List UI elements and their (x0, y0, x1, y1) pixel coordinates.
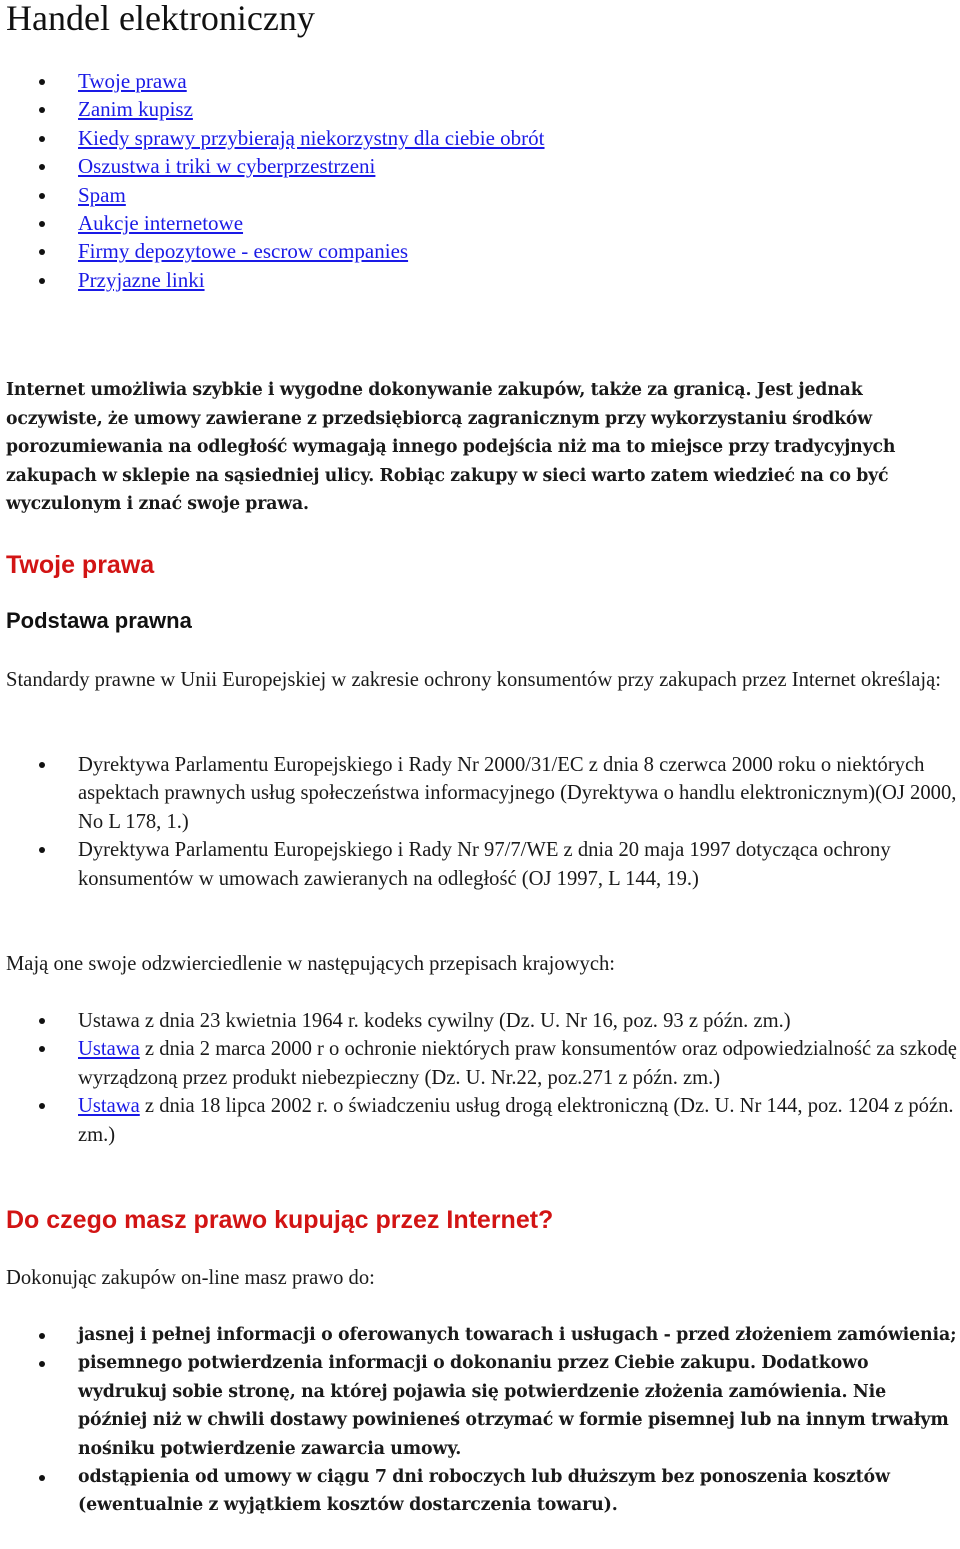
toc-link-spam[interactable]: Spam (78, 182, 126, 207)
list-item: Dyrektywa Parlamentu Europejskiego i Rady Nr 97/7/WE z dnia 20 maja 1997 dotycząca ochrony konsumentów w umowach zawieranych na odległość (OJ 1997, L 144, 19.) (6, 836, 958, 893)
section-heading-twoje-prawa: Twoje prawa (6, 551, 155, 579)
toc-link-twoje-prawa[interactable]: Twoje prawa (78, 69, 187, 93)
toc-item (6, 209, 545, 237)
rights-list (6, 1321, 958, 1520)
ustawa-link[interactable]: Ustawa (78, 1095, 140, 1118)
ustawa-link[interactable]: Ustawa (78, 1038, 140, 1061)
toc-item (6, 237, 545, 265)
table-of-contents (6, 67, 545, 294)
list-item-text: z dnia 18 lipca 2002 r. o świadczeniu usług drogą elektroniczną (Dz. U. Nr 144, poz. 1204 z późn. zm.) (78, 1095, 954, 1146)
subheading-podstawa-prawna: Podstawa prawna (6, 608, 192, 633)
page-title: Handel elektroniczny (6, 0, 315, 38)
toc-link-oszustwa[interactable]: Oszustwa i triki w cyberprzestrzeni (78, 154, 376, 179)
toc-item (6, 181, 545, 209)
list-item: odstąpienia od umowy w ciągu 7 dni roboczych lub dłuższym bez ponoszenia kosztów (ewentualnie z wyjątkiem kosztów dostarczenia towaru). (6, 1463, 958, 1520)
list-item (6, 1007, 958, 1035)
intro-paragraph: Internet umożliwia szybkie i wygodne dokonywanie zakupów, także za granicą. Jest jednak oczywiste, że umowy zawierane z przedsiębiorcą zagranicznym przy wykorzystaniu środków porozumiewania na odległość wymagają innego podejścia niż ma to miejsce przy tradycyjnych zakupach w sklepie na sąsiedniej ulicy. Robiąc zakupy w sieci warto zatem wiedzieć na co być wyczulonym i znać swoje prawa. (6, 380, 896, 514)
toc-item (6, 266, 545, 294)
toc-link-aukcje[interactable]: Aukcje internetowe (78, 211, 244, 236)
toc-item (6, 152, 545, 180)
list-item-text: z dnia 2 marca 2000 r o ochronie niektórych praw konsumentów oraz odpowiedzialność za szkodę wyrządzoną przez produkt niebezpieczny (Dz. U. Nr.22, poz.271 z późn. zm.) (78, 1038, 957, 1089)
toc-link-firmy-depozytowe[interactable]: Firmy depozytowe - escrow companies (78, 239, 409, 264)
section-heading-do-czego: Do czego masz prawo kupując przez Internet? (6, 1206, 554, 1234)
toc-item (6, 95, 545, 123)
list-item (6, 1092, 958, 1149)
toc-link-zanim-kupisz[interactable]: Zanim kupisz (78, 97, 193, 122)
directives-list (6, 751, 958, 893)
national-law-paragraph: Mają one swoje odzwierciedlenie w następujących przepisach krajowych: (6, 953, 615, 975)
legal-basis-paragraph: Standardy prawne w Unii Europejskiej w zakresie ochrony konsumentów przy zakupach przez Internet określają: (6, 669, 941, 691)
toc-link-kiedy-sprawy[interactable]: Kiedy sprawy przybierają niekorzystny dla ciebie obrót (78, 125, 545, 150)
list-item (6, 1035, 958, 1092)
list-item: pisemnego potwierdzenia informacji o dokonaniu przez Ciebie zakupu. Dodatkowo wydrukuj sobie stronę, na której pojawia się potwierdzenie złożenia zamówienia. Nie później niż w chwili dostawy powinieneś otrzymać w formie pisemnej lub na innym trwałym nośniku potwierdzenie zawarcia umowy. (6, 1349, 958, 1463)
national-law-list (6, 1007, 958, 1149)
toc-item (6, 67, 545, 95)
list-item: jasnej i pełnej informacji o oferowanych towarach i usługach - przed złożeniem zamówienia; (6, 1321, 958, 1349)
toc-link-przyjazne-linki[interactable]: Przyjazne linki (78, 267, 205, 292)
list-item-text: Ustawa z dnia 23 kwietnia 1964 r. kodeks cywilny (Dz. U. Nr 16, poz. 93 z późn. zm.) (78, 1010, 791, 1032)
rights-intro-paragraph: Dokonując zakupów on-line masz prawo do: (6, 1267, 375, 1289)
list-item: Dyrektywa Parlamentu Europejskiego i Rady Nr 2000/31/EC z dnia 8 czerwca 2000 roku o niektórych aspektach prawnych usług społeczeństwa informacyjnego (Dyrektywa o handlu elektronicznym)(OJ 2000, No L 178, 1.) (6, 751, 958, 836)
toc-item (6, 124, 545, 152)
